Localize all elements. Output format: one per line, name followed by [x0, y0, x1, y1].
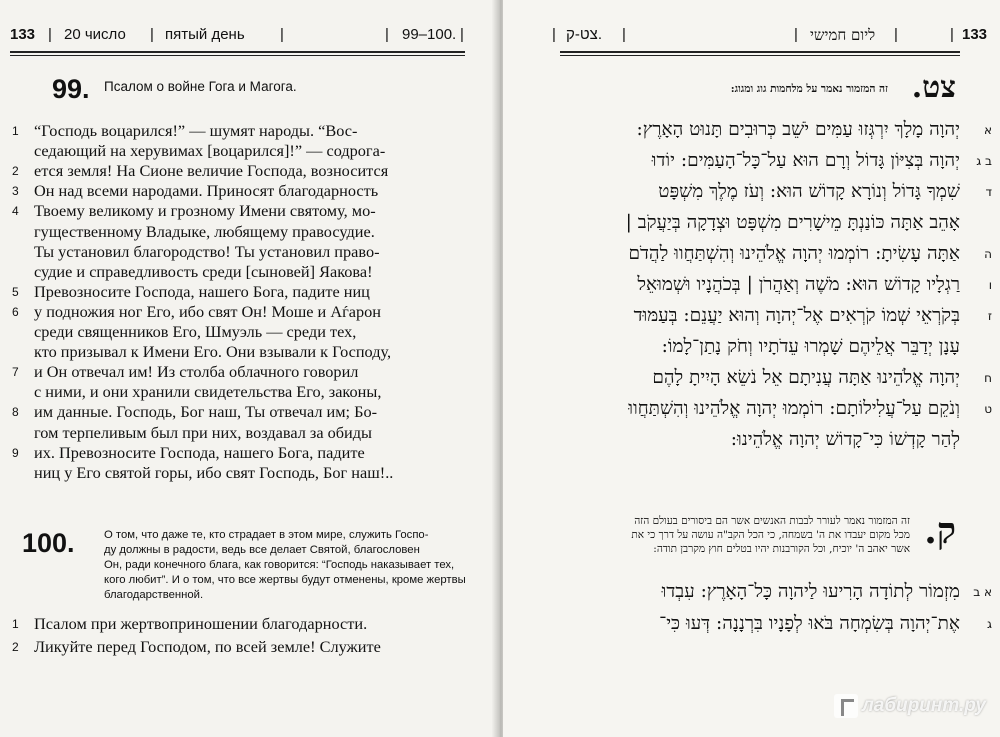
verse-line: гом терпеливым был при них, воздавал за обиды	[34, 422, 372, 442]
psalm-99-number: 99.	[52, 74, 90, 104]
verse-line: у подножия ног Его, ибо свят Он! Моше и Аѓарон	[34, 301, 381, 321]
verse-line: Превозносите Господа, нашего Бога, падите ниц	[34, 281, 370, 301]
hebrew-verse-number: ה	[984, 247, 992, 261]
left-page	[0, 0, 497, 737]
psalm-100-title-line: благодарственной.	[104, 589, 204, 601]
verse-line: им данные. Господь, Бог наш, Ты отвечал им; Бо-	[34, 402, 378, 422]
hebrew-verse-number: א ב	[973, 585, 992, 599]
watermark-text: лабиринт.ру	[861, 695, 986, 717]
labirint-logo-icon	[834, 694, 858, 718]
hebrew-verse-line: יְהוָה אֱלֹהֵינוּ אַתָּה עֲנִיתָם אֵל נֹשֵׂא הָיִיתָ לָהֶם	[652, 367, 960, 388]
hebrew-verse-number: א	[983, 123, 992, 137]
hebrew-verse-number: ט	[984, 402, 992, 416]
verse-number: 8	[12, 405, 19, 420]
right-header-rule	[560, 51, 960, 53]
watermark-logo	[834, 694, 986, 718]
psalm-99-hebrew-intro: זה המזמור נאמר על מלחמות גוג ומגוג:	[730, 83, 888, 95]
verse-number: 1	[12, 124, 19, 138]
verse-line: Псалом при жертвоприношении благодарности.	[34, 614, 368, 633]
verse-line: среди священников Его, Шмуэль — среди тех,	[34, 322, 357, 341]
right-header-rule-thin	[560, 55, 960, 56]
left-page-number: 133	[10, 26, 36, 43]
verse-line: Ты установил благородство! Ты установил право-	[34, 241, 380, 261]
right-header-weekday: ליום חמישי	[810, 26, 876, 44]
verse-line: седающий на херувимах [воцарился]!” — содрога-	[34, 141, 386, 161]
psalm-100-intro-line: זה המזמור נאמר לעורר לבבות האנשים אשר הם ביסורים בעולם הזה	[634, 515, 910, 527]
header-rule-thin	[10, 55, 465, 56]
verse-line: ется земля! На Сионе величие Господа, возносится	[34, 161, 389, 181]
hebrew-verse-line: יְהוָה בְּצִיּוֹן גָּדוֹל וְרָם הוּא עַל־כָּל־הָעַמִּים: יוֹדוּ	[651, 150, 960, 171]
verse-line: судие и справедливость среди [сыновей] Яакова!	[34, 261, 373, 281]
right-running-header: | צט-ק. | | ליום חמישי | | 133	[552, 26, 988, 44]
verse-number: 4	[12, 204, 19, 219]
hebrew-verse-line: יְהוָה מָלָךְ יִרְגְּזוּ עַמִּים יֹשֵׁב כְּרוּבִים תָּנוּט הָאָרֶץ:	[636, 119, 960, 140]
verse-line: Он над всеми народами. Приносят благодарность	[34, 181, 379, 201]
hebrew-verse-line: שִׁמְךָ גָּדוֹל וְנוֹרָא קָדוֹשׁ הוּא: וְעֹז מֶלֶךְ מִשְׁפָּט	[658, 181, 960, 202]
verse-line: гущественному Владыке, любящему правосудие.	[34, 221, 375, 241]
hebrew-verse-line: רַגְלָיו קָדוֹשׁ הוּא: מֹשֶׁה וְאַהֲרֹן | בְּכֹהֲנָיו וּשְׁמוּאֵל	[637, 274, 960, 295]
hebrew-verse-line: מִזְמוֹר לְתוֹדָה הָרִיעוּ לַיהוָה כָּל־הָאָרֶץ: עִבְדוּ	[661, 581, 960, 602]
hebrew-verse-number: ז	[987, 309, 992, 323]
verse-line: с ними, и они хранили свидетельства Его, законы,	[34, 382, 382, 402]
hebrew-verse-number: ב ג	[976, 154, 992, 168]
verse-line: Ликуйте перед Господом, по всей земле! Служите	[34, 637, 381, 656]
right-page-number: 133	[962, 26, 988, 43]
right-header-range: צט-ק.	[566, 26, 602, 43]
hebrew-verse-line: אֶת־יְהוָה בְּשִׂמְחָה בֹּאוּ לְפָנָיו בִּרְנָנָה: דְּעוּ כִּי־	[659, 613, 960, 634]
psalm-100-title-line: кого любит”. И о том, что все жертвы будут отменены, кроме жертвы	[104, 574, 466, 586]
verse-line: Твоему великому и грозному Имени святому, мо-	[34, 201, 376, 221]
psalm-99-title: Псалом о войне Гога и Магога.	[104, 79, 297, 94]
hebrew-verse-number: ג	[987, 617, 992, 631]
psalm-100-title-line: Он, ради конечного блага, как говорится: “Господь наказывает тех,	[104, 559, 455, 571]
psalm-100-title-line: О том, что даже те, кто страдает в этом мире, служить Госпо-	[104, 529, 429, 541]
psalm-100-title-line: ду должны в радости, ведь все делает Святой, благословен	[104, 544, 420, 556]
left-header-range: 99–100.	[402, 26, 457, 43]
left-header-day: пятый день	[165, 26, 245, 43]
psalm-100-intro-line: מכל מקום יעבדו את ה' בשמחה, כי הכל הקב"ה עושה על דרך כי את	[631, 529, 910, 541]
hebrew-verse-line: לְהַר קָדְשׁוֹ כִּי־קָדוֹשׁ יְהוָה אֱלֹהֵינוּ:	[730, 429, 960, 450]
hebrew-verse-line: עָנָן יְדַבֵּר אֲלֵיהֶם שָׁמְרוּ עֵדֹתָיו וְחֹק נָתַן־לָמוֹ:	[661, 336, 960, 357]
hebrew-verse-number: ו	[988, 278, 992, 292]
verse-number: 2	[12, 640, 19, 654]
verse-number: 9	[12, 445, 19, 460]
hebrew-verse-number: ח	[984, 371, 992, 385]
hebrew-verse-number: ד	[985, 185, 992, 199]
verse-number: 6	[12, 304, 19, 319]
header-rule	[10, 51, 465, 53]
verse-number: 7	[12, 365, 19, 380]
psalm-100-number: 100.	[22, 528, 75, 558]
verse-line: их. Превозносите Господа, нашего Бога, падите	[34, 442, 365, 462]
verse-number: 5	[12, 284, 19, 299]
verse-line: “Господь воцарился!” — шумят народы. “Вос-	[34, 121, 358, 140]
psalm-100-intro-line: אשר יאהב ה' יוכיח, וכל הקורבנות יהיו בטלים חוץ מקרבן תודה:	[653, 543, 910, 555]
hebrew-verse-line: בְּקֹרְאֵי שְׁמוֹ קֹרְאִים אֶל־יְהוָה וְהוּא יַעֲנֵם: בְּעַמּוּד	[633, 305, 960, 326]
hebrew-verse-line: וְנֹקֵם עַל־עֲלִילוֹתָם: רוֹמְמוּ יְהוָה אֱלֹהֵינוּ וְהִשְׁתַּחֲווּ	[628, 398, 960, 419]
verse-number: 1	[12, 617, 19, 631]
psalm-99-hebrew-letter: צט.	[911, 70, 956, 105]
left-running-header: 133 | 20 число | пятый день | | 99–100. |	[10, 26, 464, 43]
verse-number: 2	[12, 164, 19, 179]
hebrew-verse-line: אַתָּה עָשִׂיתָ: רוֹמְמוּ יְהוָה אֱלֹהֵינוּ וְהִשְׁתַּחֲווּ לַהֲדֹם	[628, 243, 960, 264]
psalm-100-hebrew-letter: ק.	[924, 510, 956, 552]
verse-line: и Он отвечал им! Из столба облачного говорил	[34, 362, 359, 382]
verse-line: ниц у Его святой горы, ибо свят Господь, Бог наш!..	[34, 462, 394, 482]
hebrew-verse-line: אָהֵב אַתָּה כּוֹנַנְתָּ מֵישָׁרִים מִשְׁפָּט וּצְדָקָה בְּיַעֲקֹב |	[625, 212, 960, 233]
verse-number: 3	[12, 184, 19, 199]
left-header-date: 20 число	[64, 26, 126, 43]
verse-line: кто призывал к Имени Его. Они взывали к Господу,	[34, 342, 392, 362]
